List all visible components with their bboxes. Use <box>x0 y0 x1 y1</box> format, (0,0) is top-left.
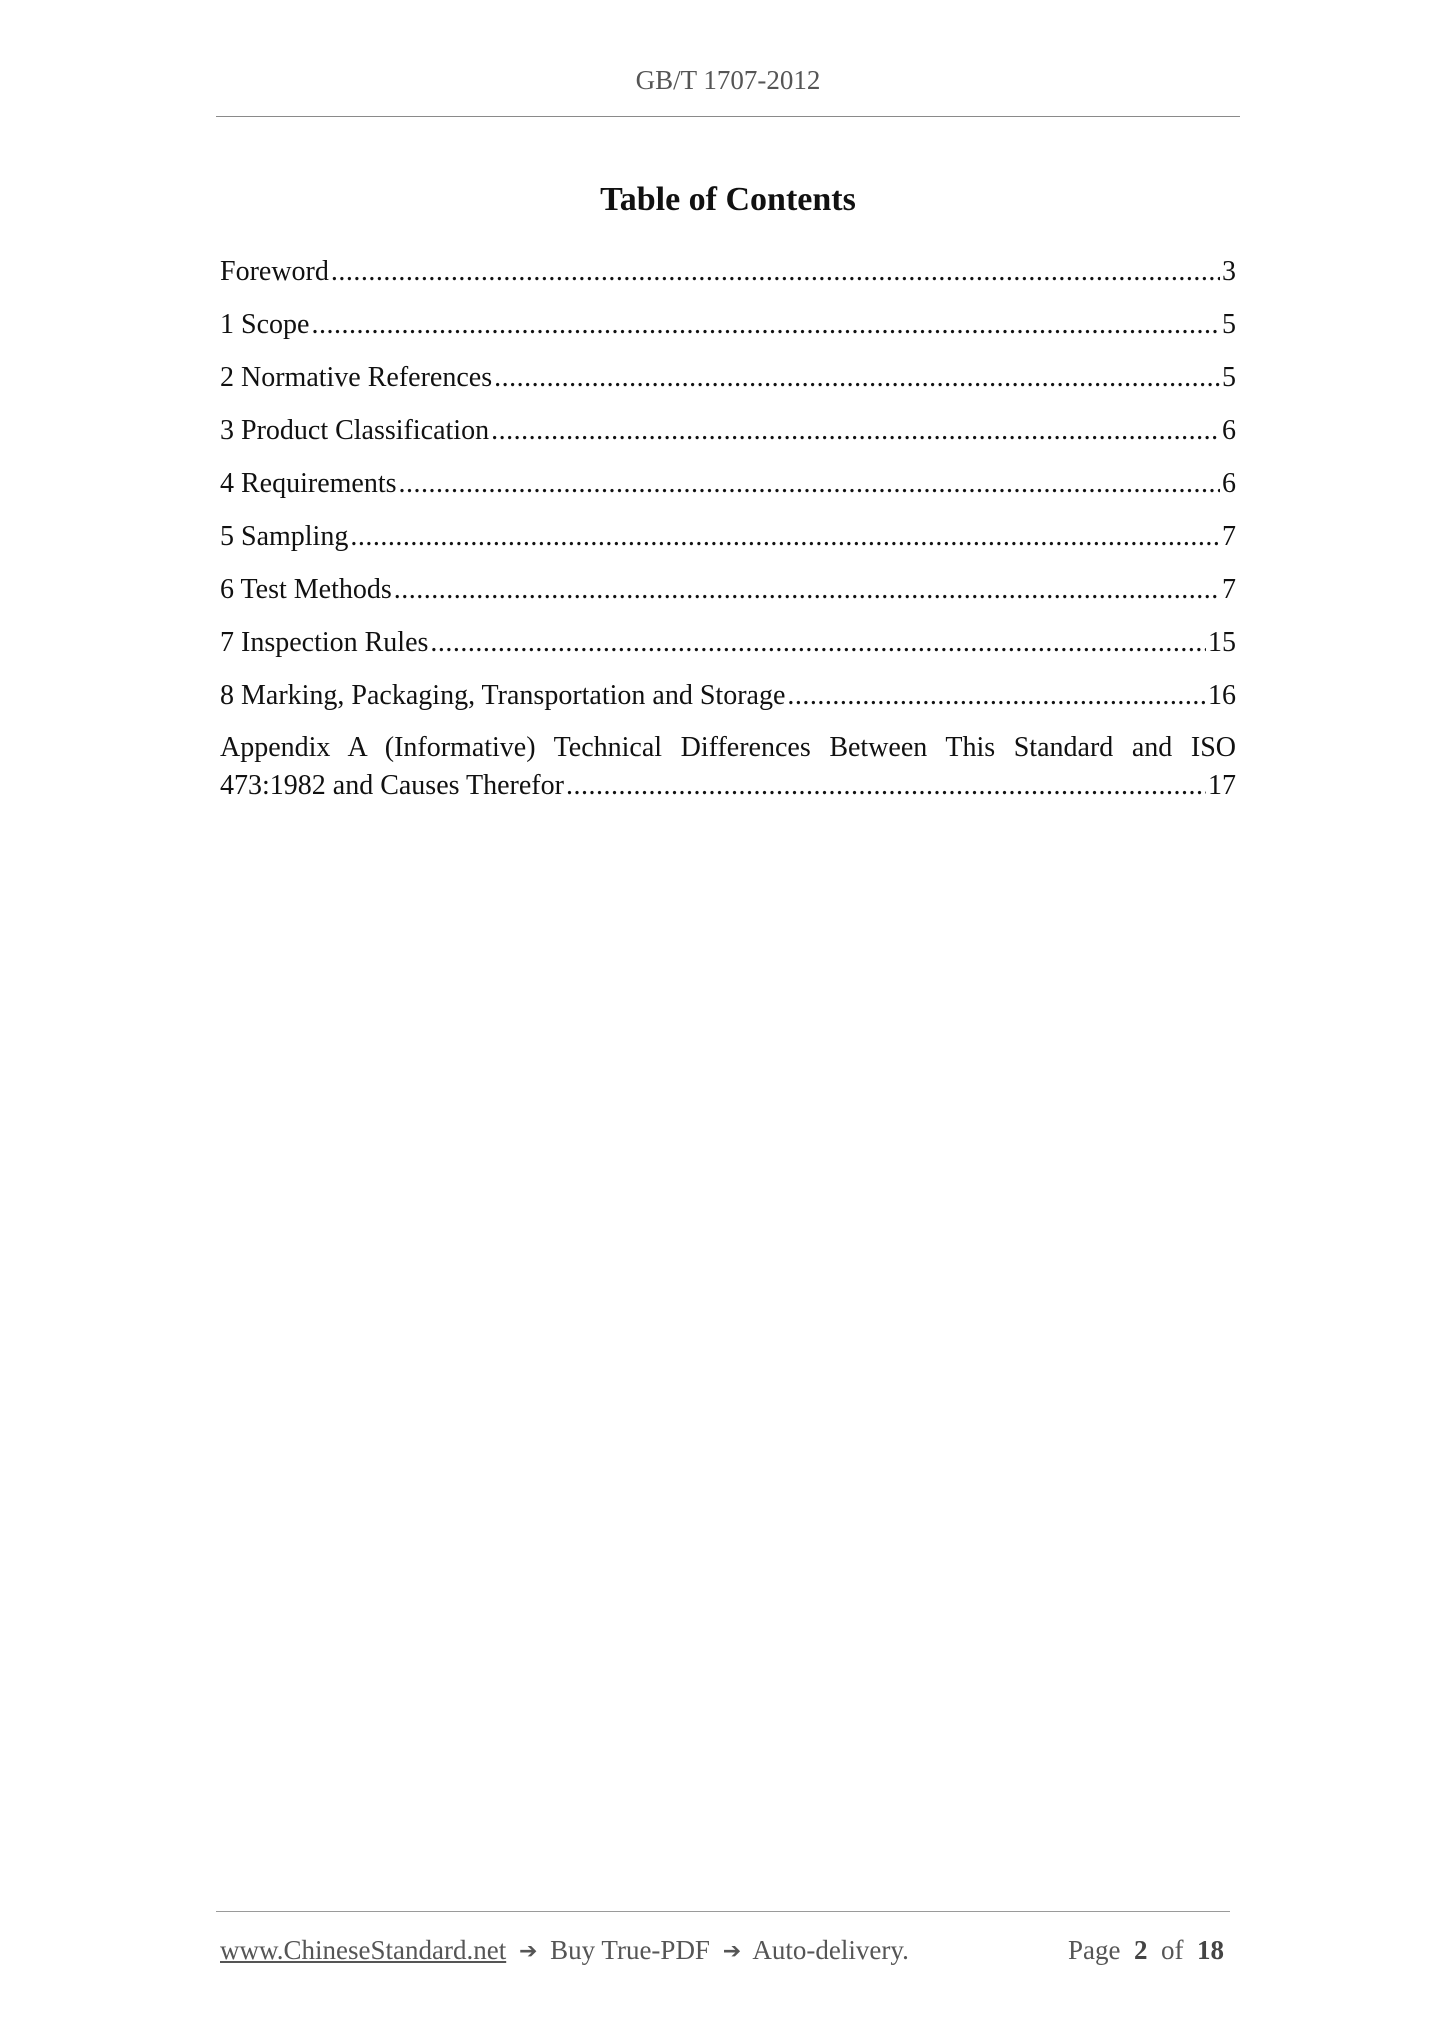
header-divider <box>216 116 1240 117</box>
toc-entry-page: 16 <box>1208 680 1236 711</box>
toc-entry-label: 1 Scope <box>220 309 310 340</box>
toc-entry-page: 6 <box>1222 468 1236 499</box>
toc-entry-label: 5 Sampling <box>220 521 349 552</box>
buy-true-pdf-text: Buy True-PDF <box>550 1935 710 1965</box>
page-word: Page <box>1068 1935 1121 1965</box>
toc-entry-inspection-rules[interactable] <box>220 623 1236 676</box>
toc-entry-normative-references[interactable] <box>220 358 1236 411</box>
right-arrow-icon: ➔ <box>518 1939 538 1964</box>
toc-entry-page: 3 <box>1222 256 1236 287</box>
toc-entry-page: 17 <box>1208 770 1236 801</box>
toc-entry-sampling[interactable] <box>220 517 1236 570</box>
toc-entry-line2 <box>220 767 1236 805</box>
toc-entry-label: 3 Product Classification <box>220 415 490 446</box>
toc-entry-appendix-a[interactable] <box>220 729 1236 805</box>
toc-entry-marking-packaging[interactable] <box>220 676 1236 729</box>
toc-entry-test-methods[interactable] <box>220 570 1236 623</box>
toc-entry-label: 4 Requirements <box>220 468 397 499</box>
page-title: Table of Contents <box>600 181 856 218</box>
page-number <box>1068 1932 1224 1968</box>
table-of-contents <box>220 252 1236 805</box>
auto-delivery-text: Auto-delivery. <box>752 1935 909 1965</box>
toc-entry-foreword[interactable] <box>220 252 1236 305</box>
toc-entry-scope[interactable] <box>220 305 1236 358</box>
toc-entry-page: 15 <box>1208 627 1236 658</box>
toc-entry-page: 7 <box>1222 574 1236 605</box>
toc-leader-dots <box>350 517 1220 557</box>
toc-entry-product-classification[interactable] <box>220 411 1236 464</box>
page-header-standard-code: GB/T 1707-2012 <box>635 65 821 95</box>
toc-entry-page: 7 <box>1222 521 1236 552</box>
site-link[interactable]: www.ChineseStandard.net <box>220 1935 507 1965</box>
toc-entry-page: 5 <box>1222 362 1236 393</box>
page-total: 18 <box>1197 1935 1224 1965</box>
toc-leader-dots <box>331 252 1220 292</box>
toc-leader-dots <box>566 767 1206 805</box>
page-of: of <box>1161 1935 1184 1965</box>
toc-entry-label: 2 Normative References <box>220 362 493 393</box>
footer-promo <box>220 1932 909 1970</box>
toc-entry-label: 7 Inspection Rules <box>220 627 429 658</box>
toc-leader-dots <box>394 570 1220 610</box>
toc-leader-dots <box>787 676 1206 716</box>
toc-entry-label-line1: Appendix A (Informative) Technical Differences Between This Standard and ISO <box>220 732 1236 763</box>
toc-entry-label: 8 Marking, Packaging, Transportation and Storage <box>220 680 786 711</box>
toc-leader-dots <box>399 464 1220 504</box>
toc-entry-label: 6 Test Methods <box>220 574 392 605</box>
toc-leader-dots <box>494 358 1220 398</box>
page-current: 2 <box>1134 1935 1148 1965</box>
toc-leader-dots <box>491 411 1220 451</box>
toc-entry-page: 6 <box>1222 415 1236 446</box>
right-arrow-icon: ➔ <box>722 1939 742 1964</box>
toc-leader-dots <box>311 305 1220 345</box>
toc-entry-requirements[interactable] <box>220 464 1236 517</box>
footer-divider <box>216 1911 1230 1912</box>
toc-leader-dots <box>430 623 1206 663</box>
toc-entry-label: Foreword <box>220 256 329 287</box>
toc-entry-label-line2: 473:1982 and Causes Therefor <box>220 770 564 801</box>
toc-entry-page: 5 <box>1222 309 1236 340</box>
